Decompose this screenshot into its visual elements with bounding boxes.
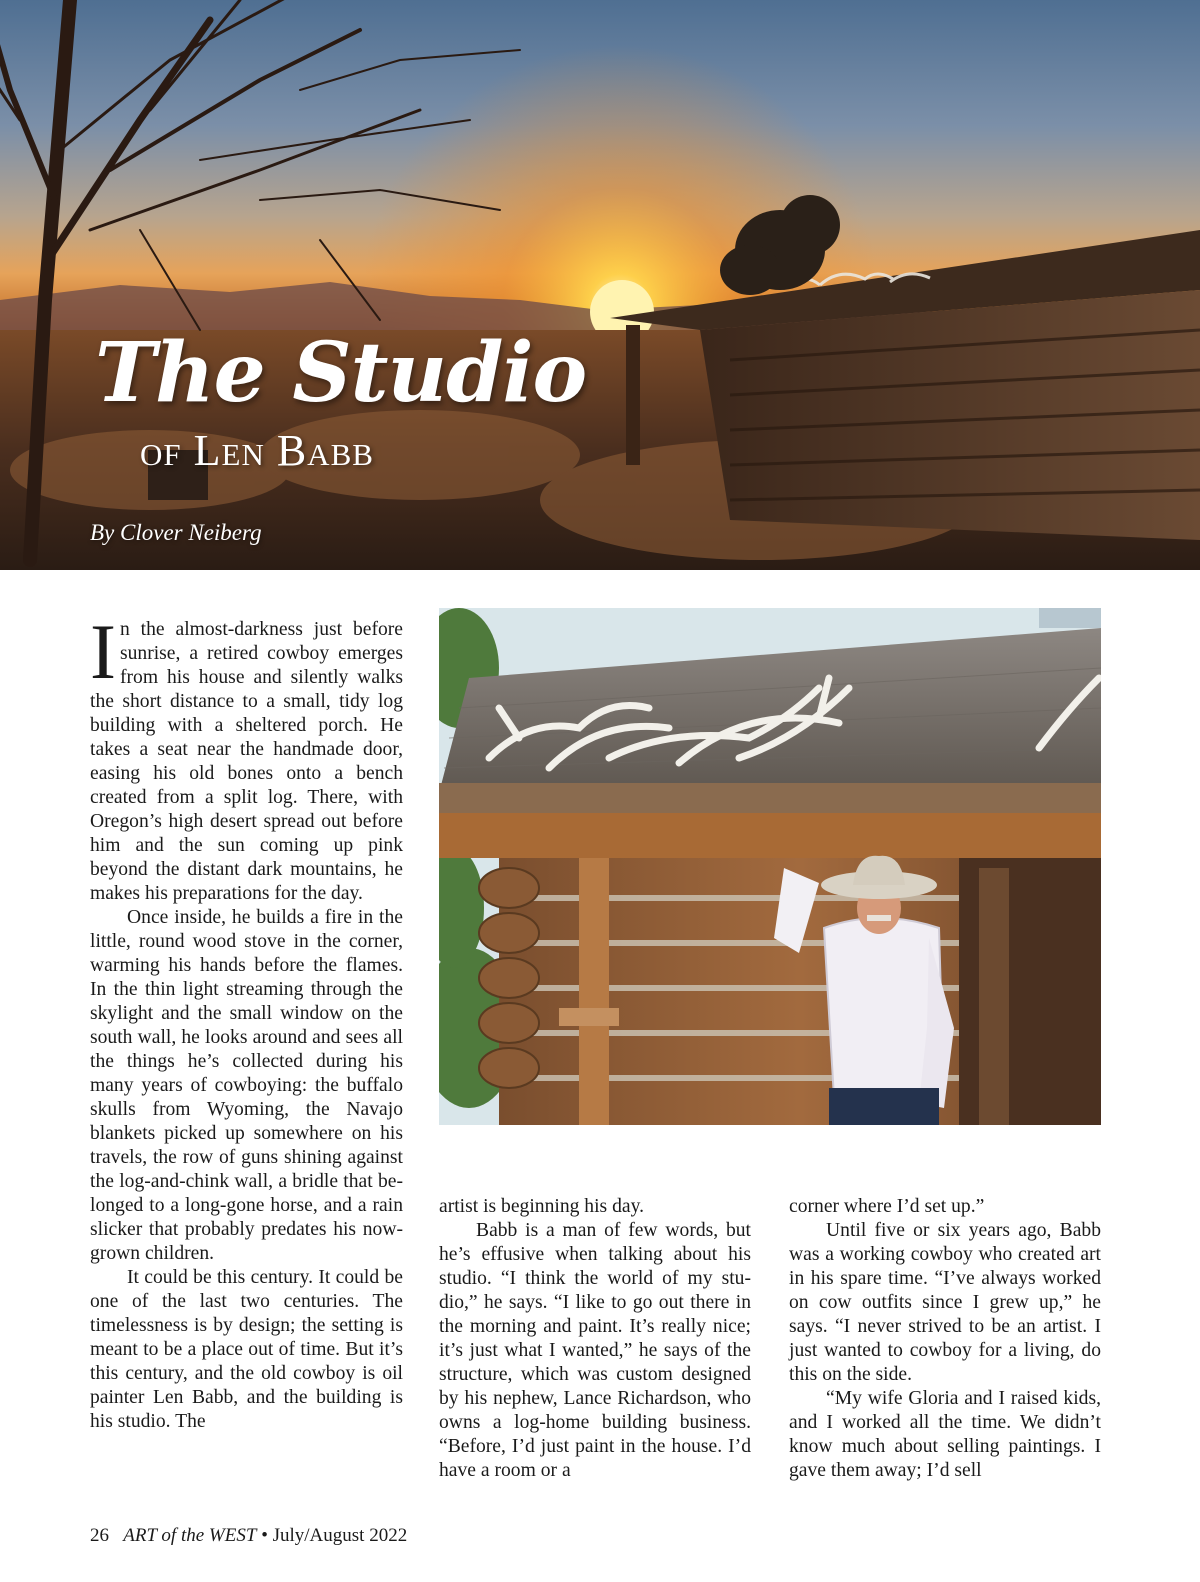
sunset-landscape-illustration [0,0,1200,570]
page-footer [90,1525,407,1547]
paragraph: artist is beginning his day. [439,1196,644,1217]
paragraph [90,608,403,906]
article-title: The Studio [95,325,587,421]
paragraph: Until five or six years ago, Babb was a working cowboy who created art in his spare time. “I’ve always worked on cow outfits since I grew up,” he says. “I never strived to be an artist. I just wanted to cowboy for a living, do this on the side. [789,1220,1101,1385]
footer-separator: • [261,1525,268,1546]
paragraph: corner where I’d set up.” [789,1196,985,1217]
paragraph: Babb is a man of few words, but he’s effusive when talking about his studio. “I think the world of my studio,” he says. “I like to go out there in the morning and paint. It’s really nice; it’s just what I wanted,” he says of the structure, which was custom designed by his nephew, Lance Richardson, who owns a log-home building business. “Before, I’d just paint in the house. I’d have a room or a [439,1220,751,1481]
byline: By Clover Neiberg [90,520,262,545]
magazine-name: ART of the WEST [123,1525,257,1546]
studio-photo [439,608,1101,1125]
text-column-1 [90,608,403,1434]
text-column-3 [789,1195,1101,1483]
text-column-2 [439,1195,751,1483]
hero-image [0,0,1200,570]
page-number: 26 [90,1525,109,1546]
paragraph: “My wife Gloria and I raised kids, and I worked all the time. We didn’t know much about selling paintings. I gave them away; I’d sell [789,1388,1101,1481]
paragraph-text: n the almost-darkness just before sunrise, a retired cowboy emerges from his house and silently walks the short distance to a small, tidy log building with a sheltered porch. He takes a seat near the handmade door, easing his old bones onto a bench created from a split log. There, with Oregon’s high desert spread out before him and the sun coming up pink beyond the distant dark mountains, he makes his preparations for the day. [90,619,403,904]
article-subtitle: of Len Babb [140,426,374,475]
paragraph: Once inside, he builds a fire in the little, round wood stove in the corner, warming his hands before the flames. In the thin light streaming through the skylight and the small window on the south wall, he looks around and sees all the things he’s collected during his many years of cowboying: the buffalo skulls from Wyoming, the Navajo blankets picked up somewhere on his travels, the row of guns shining against the log-and-chink wall, a bridle that belonged to a long-gone horse, and a rain slicker that probably predates his now-grown children. [90,907,403,1264]
paragraph: It could be this century. It could be one of the last two centuries. The timelessness is by design; the setting is meant to be a place out of time. But it’s this century, and the old cowboy is oil painter Len Babb, and the building is his studio. The [90,1267,403,1432]
issue-date: July/August 2022 [272,1525,408,1546]
cowboy-at-cabin-illustration [439,608,1101,1125]
drop-cap: I [90,608,116,695]
